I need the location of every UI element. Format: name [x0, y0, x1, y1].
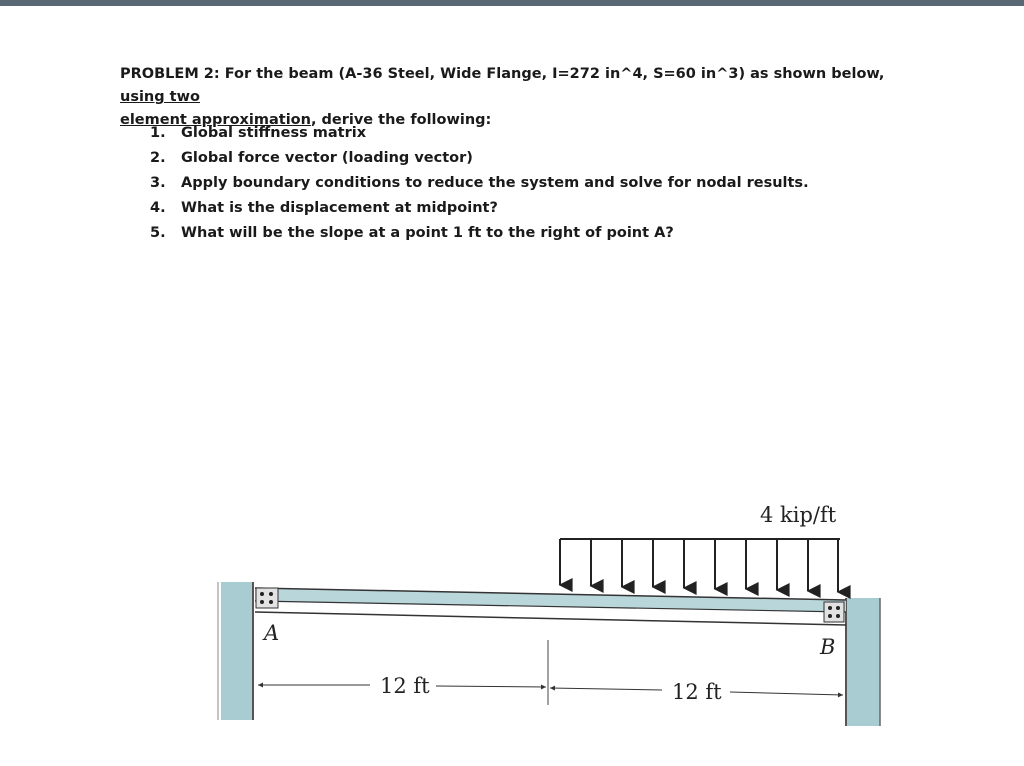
task-text: Global force vector (loading vector)	[181, 150, 473, 166]
span-1-label: 12 ft	[380, 674, 430, 698]
support-a-label: A	[264, 621, 280, 645]
connection-a	[256, 588, 278, 608]
task-text: Apply boundary conditions to reduce the system and solve for nodal results.	[181, 175, 809, 191]
task-text: What will be the slope at a point 1 ft to the right of point A?	[181, 225, 674, 241]
task-number: 2.	[150, 150, 166, 166]
dimension-line	[550, 688, 662, 690]
right-wall	[846, 598, 880, 726]
problem-text-prefix: PROBLEM 2: For the beam (A-36 Steel, Wide Flange, I=272 in^4, S=60 in^3) as shown below,	[120, 66, 885, 82]
task-text: What is the displacement at midpoint?	[181, 200, 498, 216]
problem-underlined-using-two: using two	[120, 89, 200, 105]
dimension-line	[436, 686, 546, 687]
problem-text-suffix: , derive the following:	[310, 112, 492, 128]
dimension-line	[730, 692, 843, 695]
distributed-load	[560, 539, 840, 592]
task-number: 3.	[150, 175, 166, 191]
task-number: 1.	[150, 125, 166, 141]
task-text: Global stiffness matrix	[181, 125, 367, 141]
problem-underlined-element-approximation: element approximation	[120, 112, 311, 128]
right-wall-fill	[846, 598, 880, 726]
left-wall-fill	[221, 582, 253, 720]
load-label: 4 kip/ft	[760, 503, 837, 527]
beam-body	[255, 588, 846, 612]
connection-b	[824, 602, 844, 622]
span-2-label: 12 ft	[672, 680, 722, 704]
task-number: 5.	[150, 225, 166, 241]
task-number: 4.	[150, 200, 166, 216]
support-b-label: B	[820, 635, 836, 659]
beam	[255, 588, 846, 625]
left-wall	[218, 582, 253, 720]
beam-bottom-flange	[255, 612, 846, 625]
